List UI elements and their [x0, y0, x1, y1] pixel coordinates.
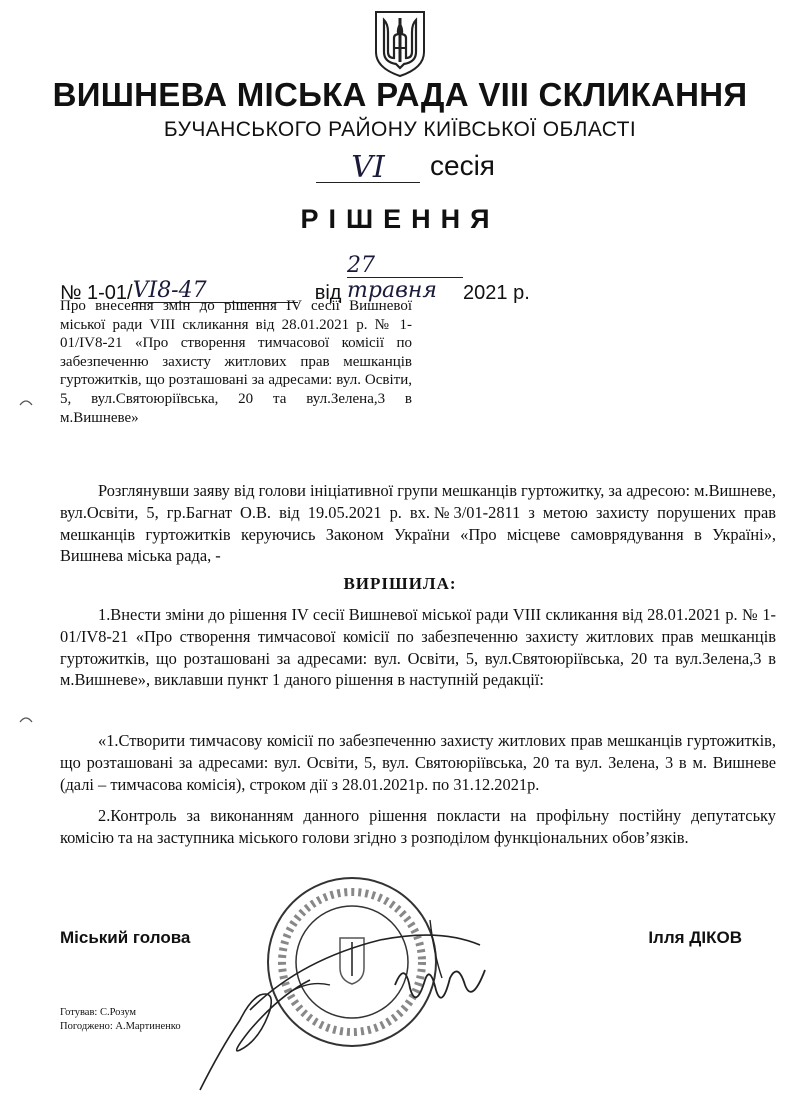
- session-number: VI: [351, 150, 385, 185]
- decision-date: 27 травня: [347, 253, 437, 303]
- item-2-paragraph: 2.Контроль за виконанням данного рішення покласти на профільну постійну депутатську комісію та на заступника міського голови згідно з розподілом функціональних обов’язків.: [60, 806, 776, 847]
- session-label: сесія: [430, 150, 495, 181]
- district-name: БУЧАНСЬКОГО РАЙОНУ КИЇВСЬКОЇ ОБЛАСТІ: [163, 118, 637, 141]
- prepared-by: Готував: С.Розум: [60, 1007, 137, 1018]
- item-1-paragraph: 1.Внести зміни до рішення IV сесії Вишневої міської ради VIII скликання від 28.01.2021 р. № 1-01/IV8-21 «Про створення тимчасової комісії по забезпеченню захисту житлових прав мешканців гуртожитків, що розташовані за адресами: вул. Освіти, 5, вул.Святоюріївська, 20 та вул.Зелена,3 в м.Вишневе», виклавши пункт 1 даного рішення в наступній редакції:: [60, 605, 776, 690]
- decision-subject: Про внесення змін до рішення IV сесії Вишневої міської ради VIII скликання від 28.01.2021 р. № 1-01/IV8-21 «Про створення тимчасової комісії по забезпеченню захисту житлових прав мешканців гуртожитків, що розташовані за адресами: вул. Освіти, 5, вул.Святоюріївська, 20 та вул.Зелена,3 в м.Вишневе»: [60, 298, 412, 426]
- ukraine-tryzub-icon: [366, 8, 434, 80]
- agreed-by: Погоджено: А.Мартиненко: [60, 1021, 181, 1032]
- item-1-quote-paragraph: «1.Створити тимчасову комісії по забезпеченню захисту житлових прав мешканців гуртожитків, що розташовані за адресами: вул. Освіти, 5, вул. Святоюріївська, 20 та вул. Зелена, 3 в м. Вишневе (далі – тимчасова комісія), строком дії з 28.01.2021р. по 31.12.2021р.: [60, 731, 776, 794]
- council-name: ВИШНЕВА МІСЬКА РАДА VIII СКЛИКАННЯ: [52, 76, 748, 113]
- mayor-name: Ілля ДІКОВ: [648, 928, 742, 947]
- mayor-title: Міський голова: [60, 928, 191, 947]
- number-prefix: № 1-01/: [60, 282, 133, 304]
- preamble-paragraph: Розглянувши заяву від голови ініціативної групи мешканців гуртожитку, за адресою: м.Вишневе, вул.Освіти, 5, гр.Багнат О.В. від 19.05.2021 р. вх.№3/01-2811 з метою захисту порушених прав мешканців гуртожитків керуючись Законом України «Про місцеве самоврядування в Україні», Вишнева міська рада, -: [60, 481, 776, 566]
- decision-year: 2021 р.: [463, 282, 530, 304]
- punch-mark-icon: [18, 714, 34, 724]
- document-type-title: РІШЕННЯ: [300, 204, 500, 234]
- resolved-heading: ВИРІШИЛА:: [343, 574, 457, 593]
- date-from-label: від: [314, 282, 342, 304]
- handwritten-signature-icon: [180, 900, 540, 1100]
- approval-block: [60, 1006, 181, 1034]
- decision-number: VI8-47: [132, 278, 207, 303]
- session-underline: [316, 182, 420, 183]
- punch-mark-icon: [18, 397, 34, 407]
